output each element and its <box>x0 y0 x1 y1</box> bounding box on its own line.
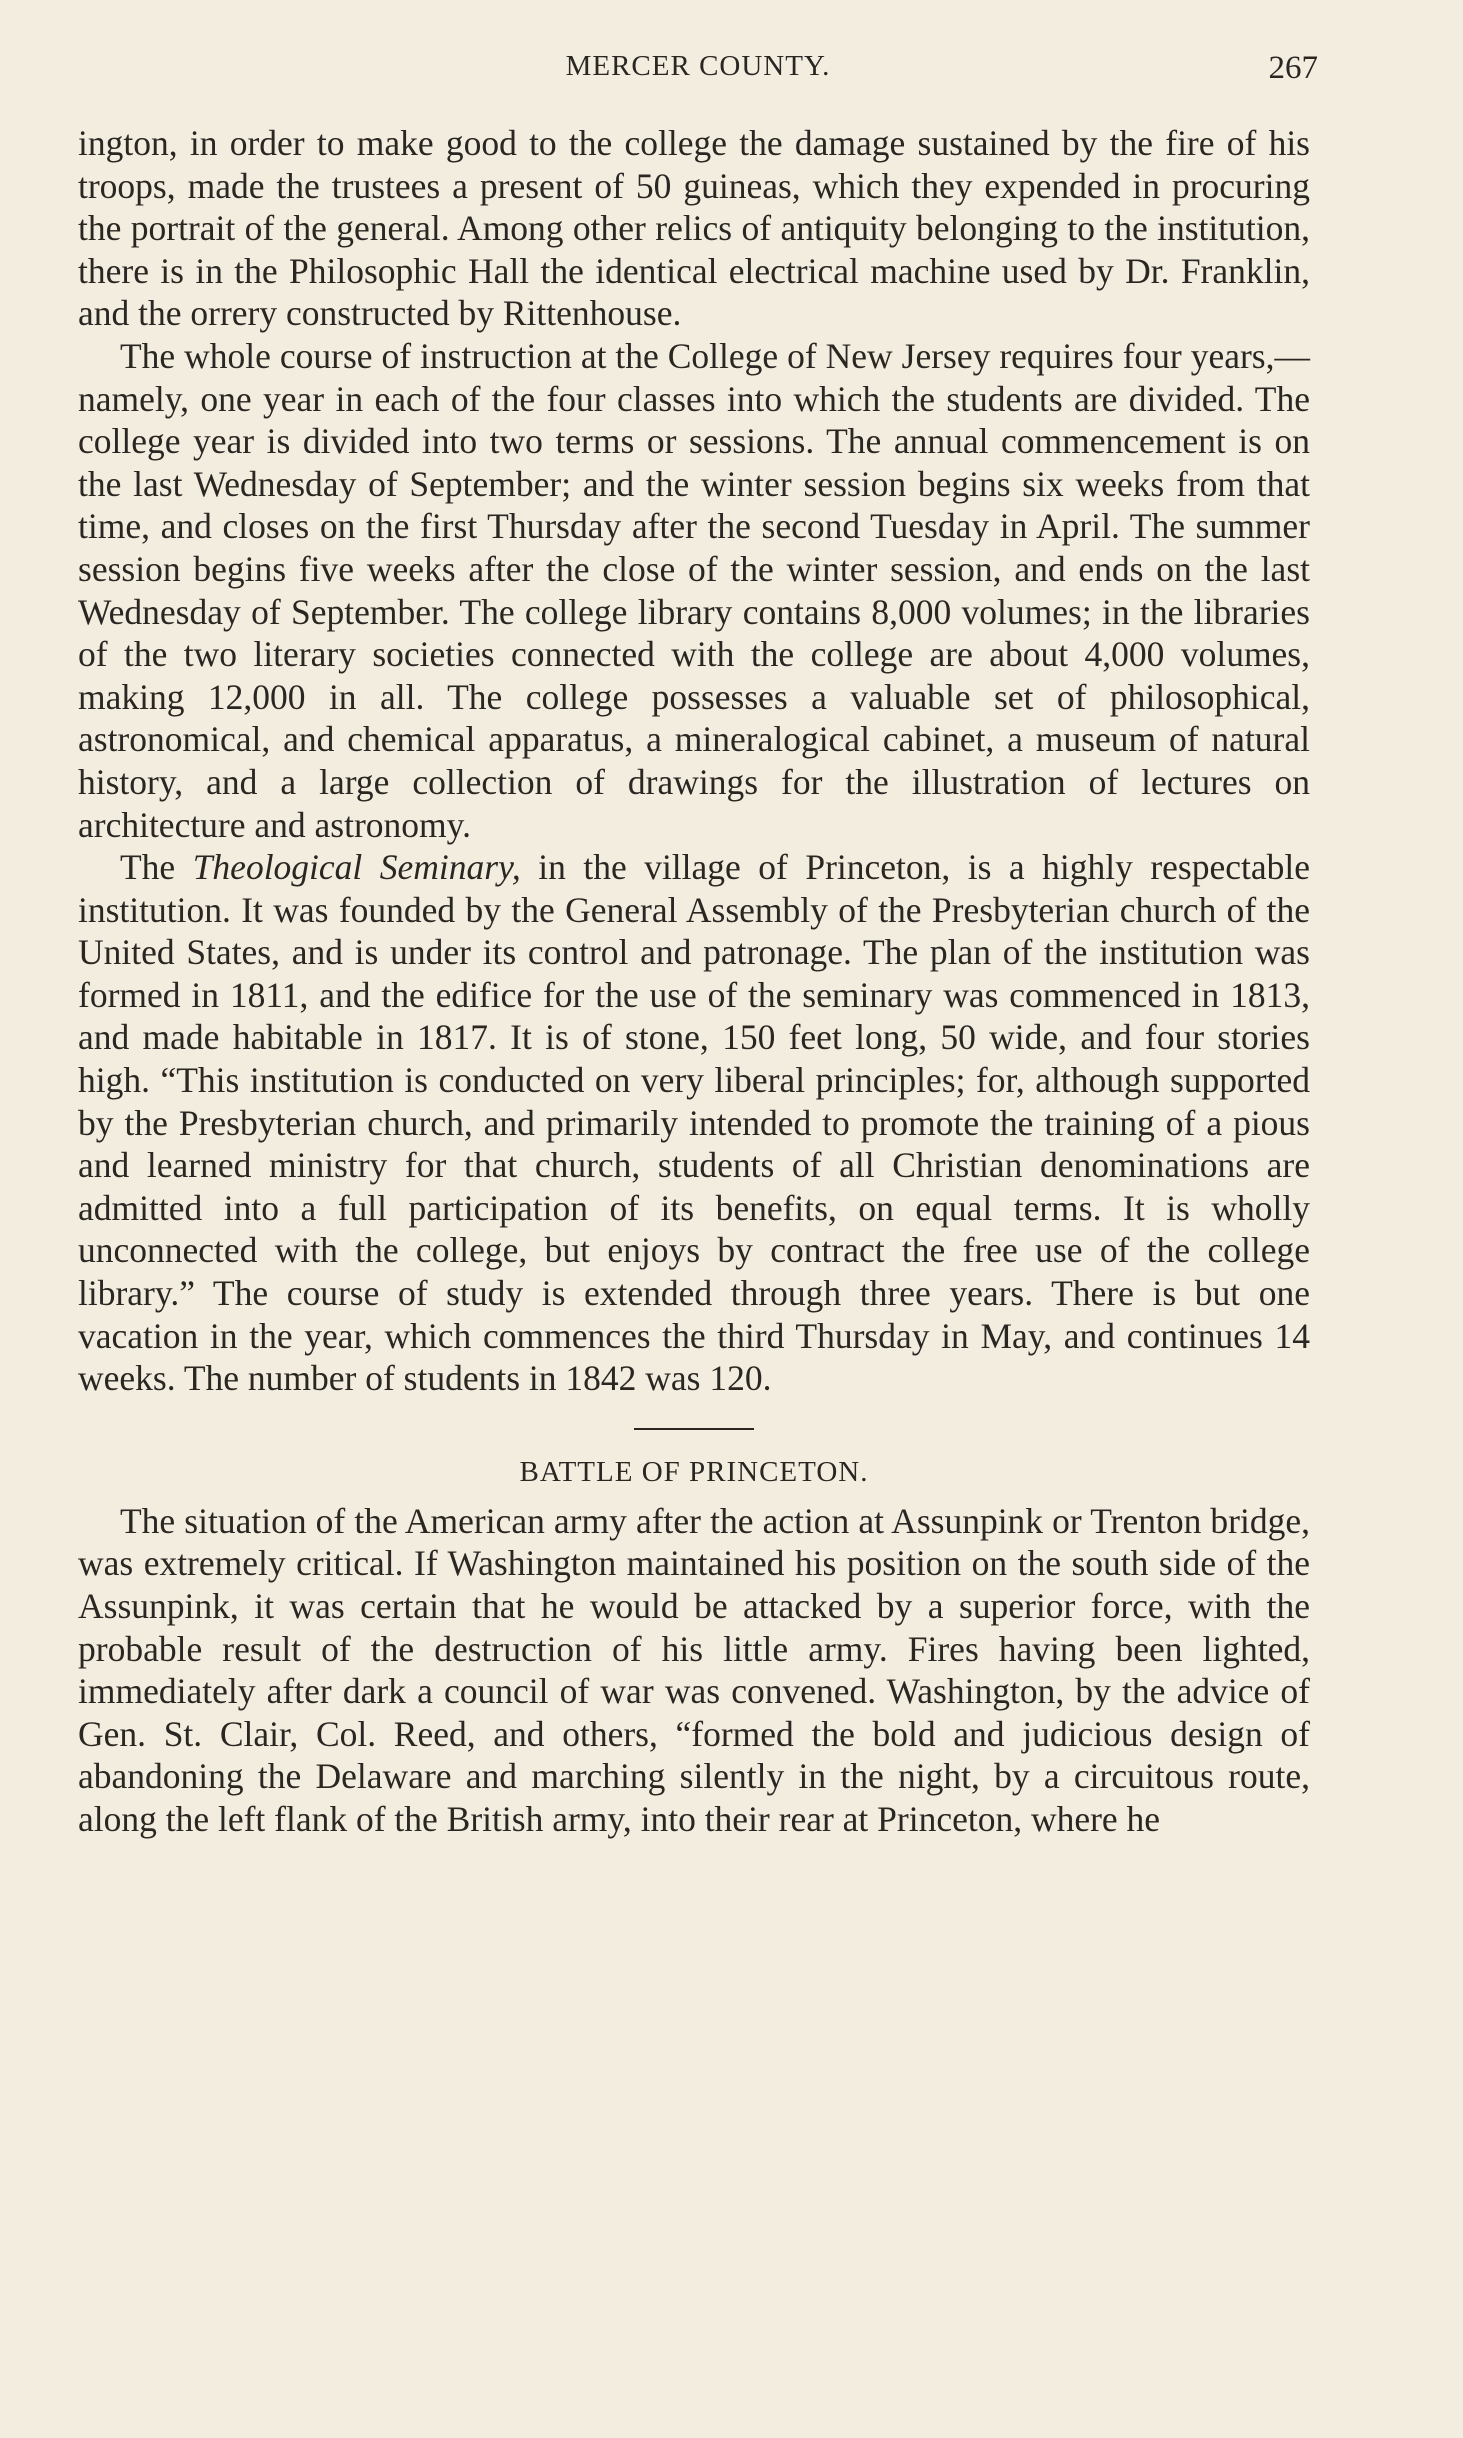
seminary-rest: in the village of Princeton, is a highly respectable institution. It was founded by the General Assembly of the Presbyterian church of the United States, and is under its control and patronage. The plan of the institution was formed in 1811, and the edifice for the use of the seminary was commenced in 1813, and made habitable in 1817. It is of stone, 150 feet long, 50 wide, and four stories high. “This institution is conducted on very liberal principles; for, although supported by the Presbyterian church, and primarily intended to promote the training of a pious and learned ministry for that church, students of all Christian denominations are admitted into a full participation of its benefits, on equal terms. It is wholly unconnected with the college, but enjoys by contract the free use of the college library.” The course of study is extended through three years. There is but one vacation in the year, which commences the third Thursday in May, and continues 14 weeks. The number of students in 1842 was 120. <box>78 847 1310 1399</box>
paragraph-battle: The situation of the American army after the action at Assunpink or Trenton bridge, was extremely critical. If Washington maintained his position on the south side of the Assunpink, it was certain that he would be attacked by a superior force, with the probable result of the destruction of his little army. Fires having been lighted, immediately after dark a council of war was convened. Washington, by the advice of Gen. St. Clair, Col. Reed, and others, “formed the bold and judicious design of abandoning the Delaware and marching silently in the night, by a circuitous route, along the left flank of the British army, into their rear at Princeton, where he <box>78 1500 1310 1839</box>
section-heading: BATTLE OF PRINCETON. <box>519 1455 869 1488</box>
section-divider <box>634 1428 754 1430</box>
running-title: MERCER COUNTY. <box>565 50 831 82</box>
page-number: 267 <box>1268 50 1318 86</box>
seminary-italic-title: Theological Seminary, <box>192 847 521 888</box>
paragraph-college-course: The whole course of instruction at the College of New Jersey requires four years,—namely, one year in each of the four classes into which the students are divided. The college year is divided into two terms or sessions. The annual commencement is on the last Wednesday of September; and the winter session begins six weeks from that time, and closes on the first Thursday after the second Tuesday in April. The summer session begins five weeks after the close of the winter session, and ends on the last Wednesday of September. The college library contains 8,000 volumes; in the libraries of the two literary societies connected with the college are about 4,000 volumes, making 12,000 in all. The college possesses a valuable set of philosophical, astronomical, and chemical apparatus, a mineralogical cabinet, a museum of natural history, and a large collection of drawings for the illustration of lectures on architecture and astronomy. <box>78 335 1310 845</box>
paragraph-theological-seminary <box>78 846 1310 1400</box>
paragraph-continuation: ington, in order to make good to the college the damage sustained by the fire of his troops, made the trustees a present of 50 guineas, which they expended in procuring the portrait of the general. Among other relics of antiquity belonging to the institution, there is in the Philosophic Hall the identical electrical machine used by Dr. Franklin, and the orrery constructed by Rittenhouse. <box>78 123 1310 334</box>
body-text <box>78 122 1310 1841</box>
running-head <box>78 50 1318 90</box>
seminary-lead: The <box>120 847 193 888</box>
